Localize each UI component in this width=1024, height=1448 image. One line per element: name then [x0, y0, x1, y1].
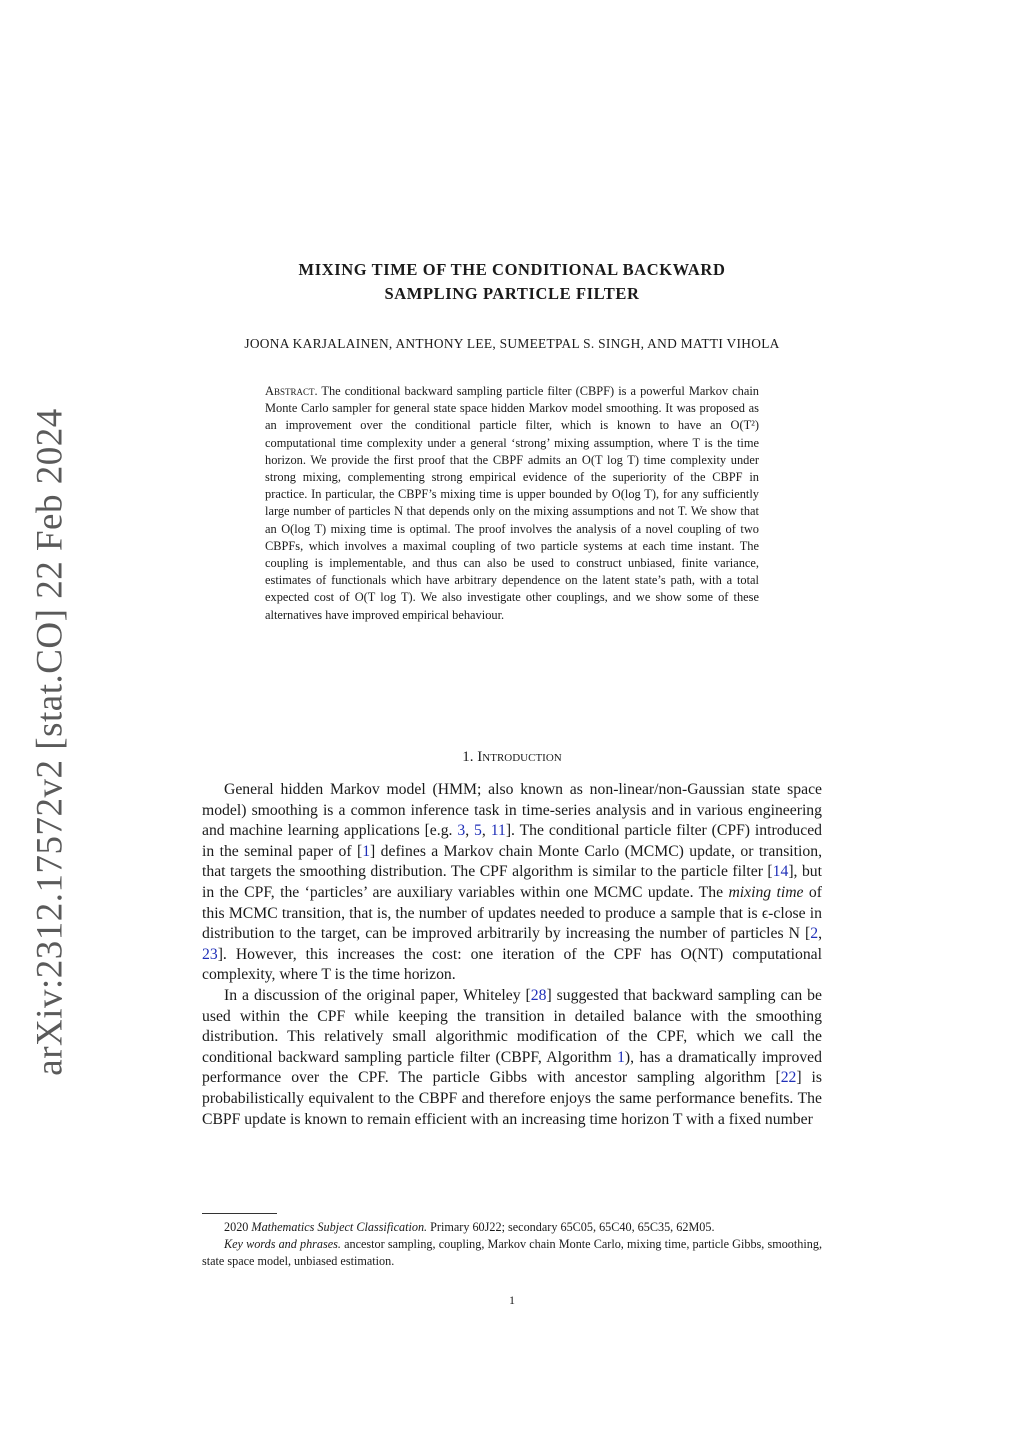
para1-text-f: ]. However, this increases the cost: one iteration of the CPF has O(NT) computational complexity, where T is the time horizon. [202, 945, 822, 984]
section-name: Introduction [477, 749, 562, 765]
para1-text-e: of this MCMC transition, that is, the number of updates needed to produce a sample that is ϵ-close in distribution to the target, can be improved arbitrarily by increasing the number of particles N [ [202, 883, 822, 943]
footnotes [202, 1219, 822, 1270]
body-text [202, 780, 822, 1130]
author-list: JOONA KARJALAINEN, ANTHONY LEE, SUMEETPAL S. SINGH, AND MATTI VIHOLA [244, 336, 780, 351]
para2-text-b: ] suggested that backward sampling can be used within the CPF while keeping the transition in detailed balance with the smoothing distribution. This relatively small algorithmic modification of the CPF, which we call the conditional backward sampling particle filter (CBPF, Algorithm [202, 986, 822, 1066]
paragraph-1 [202, 780, 822, 986]
para2-text-a: In a discussion of the original paper, Whiteley [ [224, 986, 531, 1004]
mixing-time-emphasis: mixing time [728, 883, 804, 901]
paper-title [150, 258, 874, 306]
para1-text-d: ], but in the CPF, the ‘particles’ are auxiliary variables within one MCMC update. The [202, 863, 822, 901]
title-line-1: MIXING TIME OF THE CONDITIONAL BACKWARD [298, 260, 726, 279]
abstract [265, 383, 759, 624]
citation-link[interactable]: 22 [780, 1069, 797, 1087]
citation-link[interactable]: 14 [772, 863, 789, 881]
section-heading [150, 749, 874, 766]
citation-link[interactable]: 28 [530, 986, 547, 1004]
keywords-list: ancestor sampling, coupling, Markov chain Monte Carlo, mixing time, particle Gibbs, smoothing, state space model, unbiased estimation. [202, 1237, 822, 1268]
citation-link[interactable]: 11 [490, 822, 506, 840]
msc-year: 2020 [224, 1220, 252, 1234]
para1-sep-3: , [818, 925, 822, 943]
abstract-text: The conditional backward sampling particle filter (CBPF) is a powerful Markov chain Monte Carlo sampler for general state space hidden Markov model smoothing. It was proposed as an improvement over the conditional particle filter, which is known to have an O(T²) computational time complexity under a general ‘strong’ mixing assumption, where T is the time horizon. We provide the first proof that the CBPF admits an O(T log T) time complexity under strong mixing, complementing strong empirical evidence of the superiority of the CBPF in practice. In particular, the CBPF’s mixing time is upper bounded by O(log T), for any sufficiently large number of particles N that depends only on the mixing assumptions and not T. We show that an O(log T) mixing time is optimal. The proof involves the analysis of a novel coupling of two CBPFs, which involves a maximal coupling of two particle systems at each time instant. The coupling is implementable, and thus can also be used to construct unbiased, finite variance, estimates of functionals which have arbitrary dependence on the latent state’s path, with a total expected cost of O(T log T). We also investigate other couplings, and we show some of these alternatives have improved empirical behaviour. [265, 384, 759, 622]
para1-sep-2: , [481, 822, 491, 840]
section-number: 1. [462, 749, 474, 765]
citation-link[interactable]: 1 [362, 842, 371, 860]
title-line-2: SAMPLING PARTICLE FILTER [384, 284, 640, 303]
citation-link[interactable]: 23 [202, 945, 218, 963]
abstract-label: Abstract. [265, 384, 318, 398]
para1-text-c: ] defines a Markov chain Monte Carlo (MCMC) update, or transition, that targets the smoothing distribution. The CPF algorithm is similar to the particle filter [ [202, 842, 822, 881]
citation-link[interactable]: 5 [474, 822, 482, 840]
para1-sep-1: , [465, 822, 475, 840]
citation-link[interactable]: 2 [810, 925, 819, 943]
para1-text-a: General hidden Markov model (HMM; also known as non-linear/non-Gaussian state space model) smoothing is a common inference task in time-series analysis and in various engineering and machine learning applications [e.g. [202, 781, 822, 840]
para2-text-c: ), has a dramatically improved performance over the CPF. The particle Gibbs with ancestor sampling algorithm [ [202, 1048, 822, 1087]
footnote-divider [202, 1213, 277, 1214]
arxiv-identifier: arXiv:2312.17572v2 [stat.CO] 22 Feb 2024 [29, 408, 71, 1076]
paragraph-2 [202, 986, 822, 1130]
footnote-keywords [202, 1236, 822, 1270]
msc-codes: Primary 60J22; secondary 65C05, 65C40, 65C35, 62M05. [427, 1220, 715, 1234]
citation-link[interactable]: 3 [457, 822, 466, 840]
algorithm-link[interactable]: 1 [617, 1048, 625, 1066]
page-number: 1 [509, 1293, 515, 1307]
footnote-msc [202, 1219, 822, 1236]
para1-text-b: ]. The conditional particle filter (CPF) introduced in the seminal paper of [ [202, 822, 823, 860]
msc-label: Mathematics Subject Classification. [251, 1220, 428, 1234]
keywords-label: Key words and phrases. [224, 1237, 341, 1251]
para2-text-d: ] is probabilistically equivalent to the CBPF and therefore enjoys the same performance benefits. The CBPF update is known to remain efficient with an increasing time horizon T with a fixed number [202, 1069, 822, 1128]
